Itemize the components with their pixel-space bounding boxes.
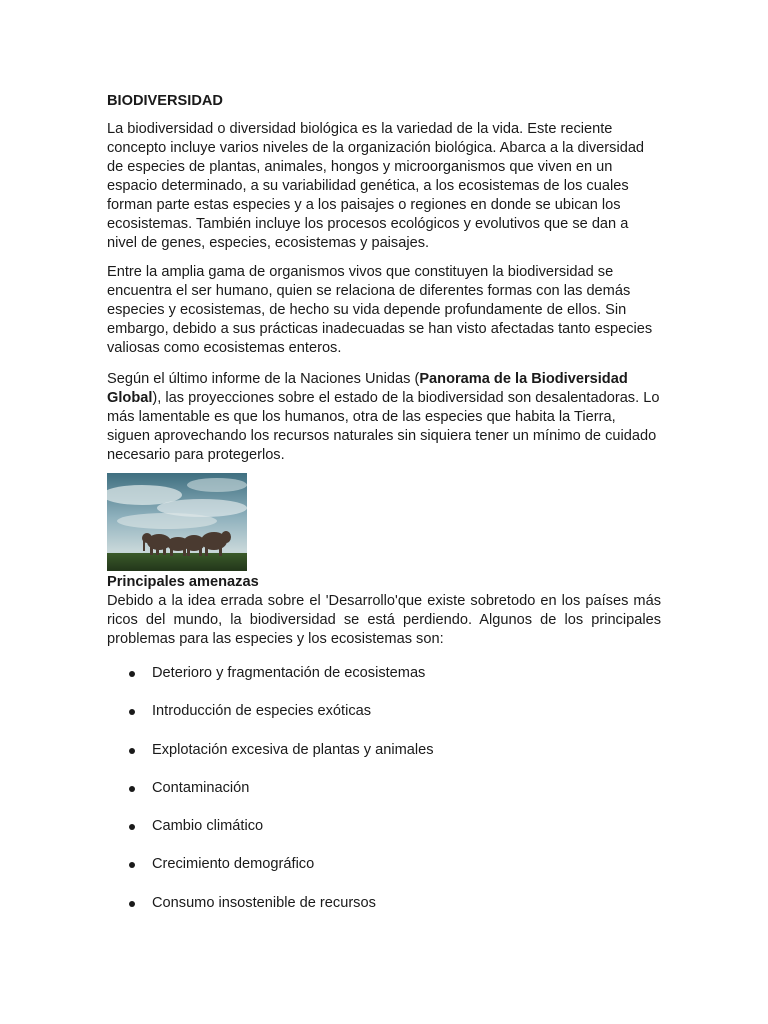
list-item	[107, 894, 434, 932]
bullet-icon	[129, 709, 135, 715]
paragraph-un-report-start: Según el último informe de la Naciones Unidas (	[107, 371, 420, 387]
list-item	[107, 702, 434, 740]
bullet-icon	[129, 901, 135, 907]
list-item-label: Consumo insostenible de recursos	[152, 894, 376, 911]
bullet-icon	[129, 748, 135, 754]
document-title: BIODIVERSIDAD	[107, 93, 223, 109]
list-item	[107, 741, 434, 779]
list-item-label: Deterioro y fragmentación de ecosistemas	[152, 665, 426, 681]
paragraph-un-report	[107, 370, 662, 465]
elephants-photo	[107, 473, 247, 571]
threats-intro: Debido a la idea errada sobre el 'Desarrollo'que existe sobretodo en los países más ricos del mundo, la biodiversidad se está perdiendo. Algunos de los principales problemas para las especies y los ecosistemas son:	[107, 593, 661, 647]
bullet-icon	[129, 862, 135, 868]
bullet-icon	[129, 786, 135, 792]
threats-list	[107, 664, 434, 932]
threats-heading: Principales amenazas	[107, 574, 259, 590]
paragraph-human-role: Entre la amplia gama de organismos vivos que constituyen la biodiversidad se encuentra el ser humano, quien se relaciona de diferentes formas con las demás especies y ecosistemas, de hecho su vida depende profundamente de ellos. Sin embargo, debido a sus prácticas inadecuadas se han visto afectadas tanto especies valiosas como ecosistemas enteros.	[107, 264, 653, 356]
paragraph-un-report-end: ), las proyecciones sobre el estado de la biodiversidad son desalentadoras. Lo más lamentable es que los humanos, otra de las especies que habita la Tierra, siguen aprovechando los recursos naturales sin siquiera tener un mínimo de cuidado necesario para protegerlos.	[107, 390, 660, 463]
bullet-icon	[129, 671, 135, 677]
list-item-label: Crecimiento demográfico	[152, 856, 315, 873]
paragraph-definition: La biodiversidad o diversidad biológica es la variedad de la vida. Este reciente concepto incluye varios niveles de la organización biológica. Abarca a la diversidad de especies de plantas, animales, hongos y microorganismos que viven en un espacio determinado, a su variabilidad genética, a los ecosistemas de los cuales forman parte estas especies y a los paisajes o regiones en donde se ubican los ecosistemas. También incluye los procesos ecológicos y evolutivos que se dan a nivel de genes, especies, ecosistemas y paisajes.	[107, 121, 645, 251]
bullet-icon	[129, 824, 135, 830]
report-title: Panorama de la Biodiversidad Global	[107, 371, 628, 406]
list-item-label: Cambio climático	[152, 818, 264, 835]
list-item	[107, 855, 434, 893]
list-item-label: Introducción de especies exóticas	[152, 703, 372, 720]
list-item-label: Explotación excesiva de plantas y animales	[152, 741, 434, 758]
list-item	[107, 817, 434, 855]
list-item	[107, 779, 434, 817]
list-item	[107, 664, 434, 702]
list-item-label: Contaminación	[152, 779, 250, 796]
